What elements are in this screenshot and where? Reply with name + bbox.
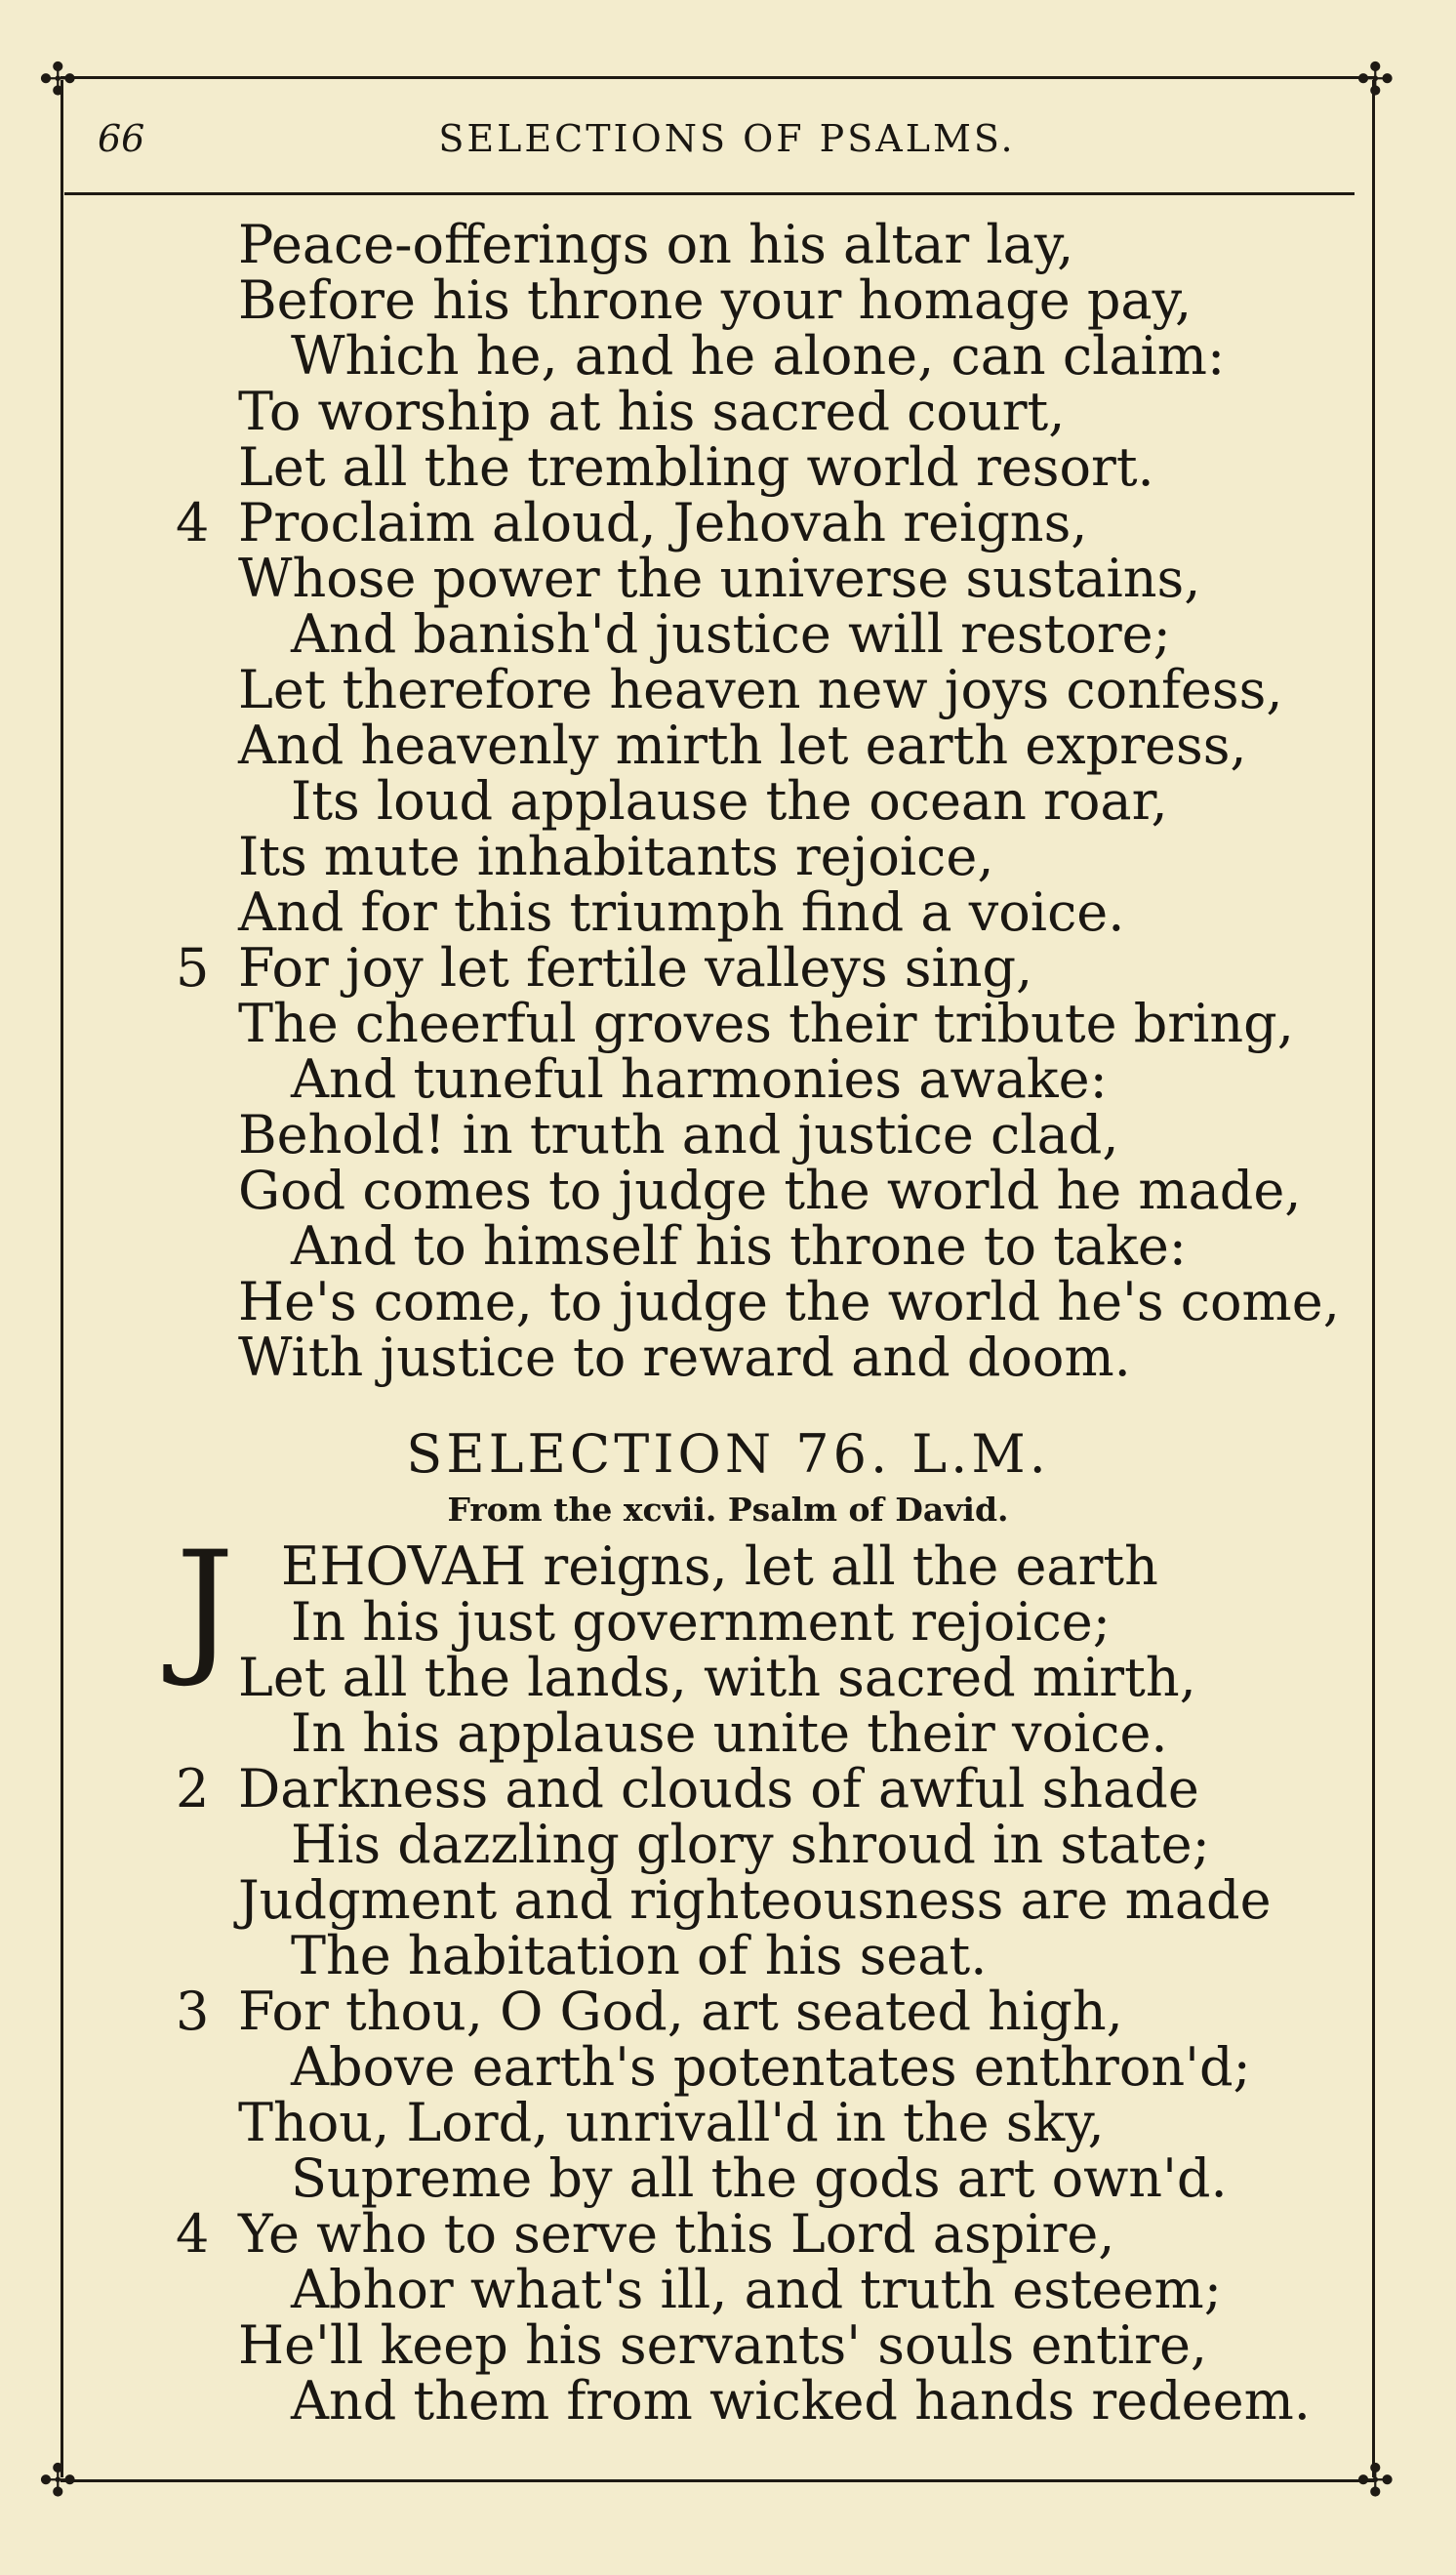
verse-line: Let all the trembling world resort. bbox=[238, 436, 1154, 498]
verse-line: And tuneful harmonies awake: bbox=[291, 1048, 1108, 1110]
verse-line: Abhor what's ill, and truth esteem; bbox=[291, 2259, 1222, 2320]
verse-line: And banish'd justice will restore; bbox=[291, 603, 1171, 665]
verse-line: Let all the lands, with sacred mirth, bbox=[238, 1647, 1196, 1708]
left-rule bbox=[61, 80, 63, 2477]
verse-line: He's come, to judge the world he's come, bbox=[238, 1271, 1340, 1332]
verse-line: Darkness and clouds of awful shade bbox=[238, 1758, 1199, 1819]
verse-line: Whose power the universe sustains, bbox=[238, 548, 1201, 609]
verse-line: The habitation of his seat. bbox=[291, 1925, 988, 1986]
stanza-number: 2 bbox=[176, 1758, 210, 1819]
right-rule bbox=[1372, 80, 1375, 2477]
verse-line: And for this triumph find a voice. bbox=[238, 881, 1125, 943]
corner-ornament-icon: ✣ bbox=[39, 2454, 77, 2507]
verse-line: Behold! in truth and justice clad, bbox=[238, 1104, 1119, 1165]
verse-line: Judgment and righteousness are made bbox=[238, 1869, 1272, 1931]
verse-line: And to himself his throne to take: bbox=[291, 1215, 1187, 1277]
page-header bbox=[98, 117, 1356, 176]
verse-line: Ye who to serve this Lord aspire, bbox=[238, 2203, 1115, 2265]
verse-line: And them from wicked hands redeem. bbox=[291, 2370, 1311, 2432]
verse-line: Its loud applause the ocean roar, bbox=[291, 770, 1168, 832]
verse-line: Proclaim aloud, Jehovah reigns, bbox=[238, 492, 1088, 553]
verse-line: Before his throne your homage pay, bbox=[238, 269, 1193, 331]
header-rule bbox=[64, 192, 1355, 195]
running-title: SELECTIONS OF PSALMS. bbox=[438, 117, 1016, 160]
verse-line: For joy let fertile valleys sing, bbox=[238, 937, 1033, 999]
stanza-number: 5 bbox=[176, 937, 210, 999]
bottom-rule bbox=[61, 2479, 1374, 2482]
verse-line: Supreme by all the gods art own'd. bbox=[291, 2147, 1228, 2209]
verse-line: God comes to judge the world he made, bbox=[238, 1160, 1302, 1221]
selection-source: From the xcvii. Psalm of David. bbox=[447, 1491, 1009, 1529]
verse-line: With justice to reward and doom. bbox=[238, 1327, 1131, 1388]
verse-line: He'll keep his servants' souls entire, bbox=[238, 2314, 1208, 2376]
verse-line: Peace-offerings on his altar lay, bbox=[238, 214, 1074, 275]
verse-line: The cheerful groves their tribute bring, bbox=[238, 993, 1294, 1054]
verse-line: And heavenly mirth let earth express, bbox=[238, 715, 1247, 776]
verse-line: In his just government rejoice; bbox=[291, 1591, 1111, 1653]
verse-line: For thou, O God, art seated high, bbox=[238, 1981, 1123, 2042]
verse-line: EHOVAH reigns, let all the earth bbox=[281, 1535, 1158, 1597]
page-number: 66 bbox=[98, 117, 145, 160]
verse-line: Thou, Lord, unrivall'd in the sky, bbox=[238, 2092, 1105, 2153]
verse-line: To worship at his sacred court, bbox=[238, 381, 1066, 442]
verse-line: In his applause unite their voice. bbox=[291, 1702, 1168, 1764]
corner-ornament-icon: ✣ bbox=[1356, 53, 1395, 105]
stanza-number: 4 bbox=[176, 492, 210, 553]
verse-line: Which he, and he alone, can claim: bbox=[291, 325, 1226, 387]
corner-ornament-icon: ✣ bbox=[39, 53, 77, 105]
top-rule bbox=[61, 76, 1374, 79]
stanza-number: 3 bbox=[176, 1981, 210, 2042]
stanza-number: 4 bbox=[176, 2203, 210, 2265]
verse-line: His dazzling glory shroud in state; bbox=[291, 1814, 1210, 1875]
corner-ornament-icon: ✣ bbox=[1356, 2454, 1395, 2507]
selection-heading: SELECTION 76. L.M. bbox=[406, 1423, 1050, 1485]
verse-line: Its mute inhabitants rejoice, bbox=[238, 826, 994, 887]
verse-line: Above earth's potentates enthron'd; bbox=[291, 2036, 1251, 2098]
verse-line: Let therefore heaven new joys confess, bbox=[238, 659, 1283, 720]
drop-cap: J bbox=[176, 1521, 235, 1691]
